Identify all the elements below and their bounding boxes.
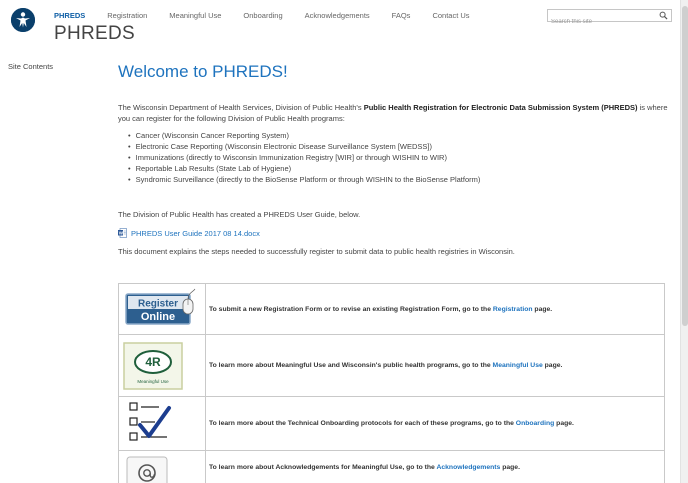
acknowledgements-text: To learn more about Acknowledgements for Meaningful Use, go to the xyxy=(209,464,437,471)
nav-acknowledgements[interactable]: Acknowledgements xyxy=(304,11,370,20)
user-guide-description: This document explains the steps needed to successfully register to submit data to public health registries in Wisconsin. xyxy=(118,247,515,256)
onboarding-text: To learn more about the Technical Onboarding protocols for each of these programs, go to the xyxy=(209,420,516,427)
search-box xyxy=(547,9,672,22)
program-navigation-table xyxy=(118,283,665,483)
register-image-line2: Online xyxy=(140,310,176,323)
word-document-icon xyxy=(118,228,127,238)
user-guide-text: The Division of Public Health has created a PHREDS User Guide, below. xyxy=(118,210,361,219)
meaningful-use-description xyxy=(206,335,665,397)
intro-system-name: Public Health Registration for Electronic Data Submission System (PHREDS) xyxy=(363,103,638,112)
site-title[interactable]: PHREDS xyxy=(54,23,135,44)
program-item-case-reporting: • Electronic Case Reporting (Wisconsin Electronic Disease Surveillance System [WEDSS]) xyxy=(128,141,670,152)
nav-onboarding[interactable]: Onboarding xyxy=(243,11,283,20)
program-item-cancer: • Cancer (Wisconsin Cancer Reporting System) xyxy=(128,130,670,141)
search-input[interactable] xyxy=(548,17,656,28)
register-image-line1: Register xyxy=(137,298,179,309)
program-item-syndromic: • Syndromic Surveillance (directly to the BioSense Platform or through WISHIN to the BioSense Platform) xyxy=(128,174,670,185)
program-list xyxy=(128,130,670,185)
meaningful-use-page-link[interactable]: Meaningful Use xyxy=(492,362,543,369)
onboarding-description xyxy=(206,397,665,451)
nav-registration[interactable]: Registration xyxy=(107,11,148,20)
page-title: Welcome to PHREDS! xyxy=(118,62,288,81)
top-navigation xyxy=(54,11,492,20)
register-online-image[interactable] xyxy=(119,285,205,334)
mouse-icon xyxy=(183,289,195,314)
meaningful-use-image-cell xyxy=(119,335,206,397)
acknowledgements-page-link[interactable]: Acknowledgements xyxy=(436,464,501,471)
meaningful-use-logo-image[interactable] xyxy=(119,336,205,396)
nav-contact-us[interactable]: Contact Us xyxy=(432,11,470,20)
at-sign-icon[interactable] xyxy=(119,451,205,483)
onboarding-page-link[interactable]: Onboarding xyxy=(515,420,555,427)
table-row xyxy=(119,451,665,483)
acknowledgements-description xyxy=(206,451,665,483)
nav-phreds[interactable]: PHREDS xyxy=(54,11,86,20)
main-content xyxy=(118,62,670,256)
program-item-immunizations: • Immunizations (directly to Wisconsin Immunization Registry [WIR] or through WISHIN to WIR) xyxy=(128,152,670,163)
site-contents-link[interactable]: Site Contents xyxy=(8,62,54,71)
svg-text:W: W xyxy=(118,230,123,236)
search-icon[interactable] xyxy=(659,11,668,20)
dhs-person-icon xyxy=(11,8,35,32)
register-online-image-cell xyxy=(119,284,206,335)
nav-meaningful-use[interactable]: Meaningful Use xyxy=(169,11,222,20)
user-guide-link[interactable] xyxy=(118,228,670,238)
user-guide-link-text[interactable]: PHREDS User Guide 2017 08 14.docx xyxy=(131,228,260,238)
registration-page-link[interactable]: Registration xyxy=(492,305,533,313)
registration-text-end: page. xyxy=(532,305,553,313)
table-row xyxy=(119,335,665,397)
intro-text-end: is where you can register for the following Division of Public Health programs: xyxy=(118,103,668,123)
acknowledgements-text-end: page. xyxy=(500,464,520,471)
meaningful-use-logo-caption: Meaningful Use xyxy=(137,378,169,384)
onboarding-image-cell xyxy=(119,397,206,451)
table-row xyxy=(119,284,665,335)
vertical-scrollbar[interactable] xyxy=(680,0,688,483)
onboarding-text-end: page. xyxy=(554,420,574,427)
site-logo[interactable] xyxy=(11,8,35,32)
checklist-icon[interactable] xyxy=(119,398,205,450)
nav-faqs[interactable]: FAQs xyxy=(391,11,411,20)
intro-paragraph xyxy=(118,102,670,124)
meaningful-use-text: To learn more about Meaningful Use and Wisconsin's public health programs, go to the xyxy=(209,362,493,369)
scrollbar-thumb[interactable] xyxy=(682,6,688,326)
registration-description xyxy=(206,284,665,335)
intro-text-start: The Wisconsin Department of Health Services, Division of Public Health's xyxy=(118,103,364,112)
table-row xyxy=(119,397,665,451)
meaningful-use-logo-text: 4R xyxy=(145,354,161,369)
acknowledgements-image-cell xyxy=(119,451,206,483)
registration-text: To submit a new Registration Form or to revise an existing Registration Form, go to the xyxy=(209,305,493,313)
program-item-lab-results: • Reportable Lab Results (State Lab of Hygiene) xyxy=(128,163,670,174)
meaningful-use-text-end: page. xyxy=(542,362,563,369)
